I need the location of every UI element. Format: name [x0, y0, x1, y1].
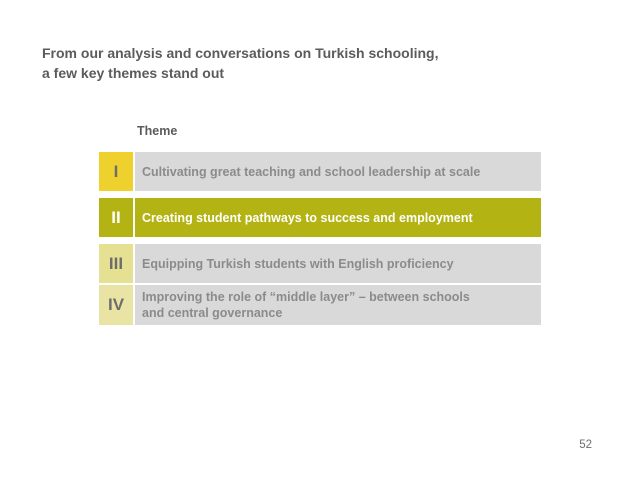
slide-title: [42, 43, 522, 83]
theme-column-header: Theme: [137, 124, 178, 138]
theme-row-4: [99, 285, 541, 325]
theme-bar-1: [135, 152, 541, 191]
slide-title-line-2: a few key themes stand out: [42, 65, 225, 81]
theme-numeral-4: IV: [99, 285, 133, 325]
theme-row-2: [99, 198, 541, 237]
theme-text-4: [142, 289, 470, 321]
theme-numeral-2: II: [99, 198, 133, 237]
theme-bar-3: [135, 244, 541, 283]
theme-text-2: Creating student pathways to success and employment: [142, 210, 473, 225]
theme-text-3: Equipping Turkish students with English proficiency: [142, 256, 454, 271]
theme-text-1: Cultivating great teaching and school leadership at scale: [142, 164, 481, 179]
theme-text-4-line-2: and central governance: [142, 306, 283, 320]
theme-numeral-3: III: [99, 244, 133, 283]
theme-row-1: [99, 152, 541, 191]
page-number: 52: [579, 439, 592, 451]
theme-text-4-line-1: Improving the role of “middle layer” – between schools: [142, 290, 470, 304]
theme-bar-2: [135, 198, 541, 237]
theme-numeral-1: I: [99, 152, 133, 191]
theme-row-3: [99, 244, 541, 283]
slide-title-line-1: From our analysis and conversations on Turkish schooling,: [42, 45, 439, 61]
theme-bar-4: [135, 285, 541, 325]
